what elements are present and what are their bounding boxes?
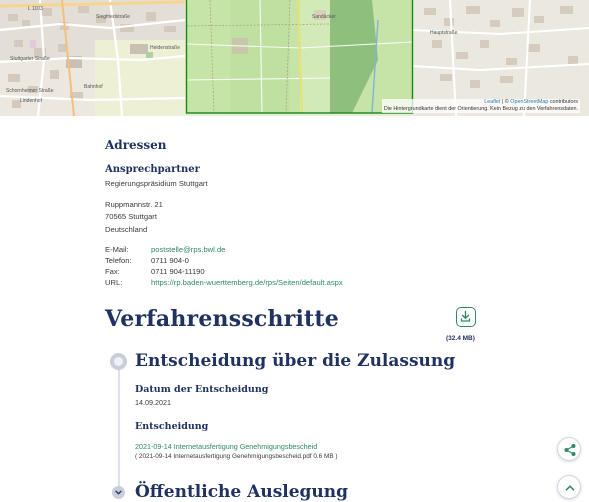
map-label-street: Heidenstraße	[150, 45, 181, 51]
map-label-street: Hauptstraße	[430, 30, 458, 36]
map-label-street: Schornheimer Straße	[6, 88, 54, 94]
background-map[interactable]	[0, 0, 589, 116]
map-disclaimer: Die Hintergrundkarte dient der Orientierung. Kein Bezug zu den Verfahrensdaten.	[383, 106, 578, 112]
map-label-street: Siegfriedstraße	[96, 14, 130, 20]
step-title: Entscheidung über die Zulassung	[135, 351, 456, 371]
decision-doc-heading: Entscheidung	[135, 421, 209, 432]
chevron-up-icon	[563, 481, 577, 495]
download-icon	[457, 308, 474, 325]
contact-heading: Ansprechpartner	[105, 164, 200, 175]
share-icon	[563, 443, 577, 457]
email-link[interactable]: poststelle@rps.bwl.de	[151, 245, 226, 254]
chevron-down-icon	[112, 486, 125, 499]
osm-link[interactable]: OpenStreetMap	[510, 99, 549, 105]
contact-country: Deutschland	[105, 225, 148, 234]
email-label: E-Mail:	[105, 245, 129, 254]
decision-document-link[interactable]: 2021-09-14 Internetausfertigung Genehmigungsbescheid	[135, 442, 318, 451]
decision-document-meta: ( 2021-09-14 Internetausfertigung Genehmigungsbescheid.pdf 0.6 MB )	[135, 453, 338, 460]
phone-value: 0711 904-0	[151, 256, 189, 265]
timeline-marker	[110, 353, 127, 370]
addresses-heading: Adressen	[105, 138, 167, 152]
download-size: (32.4 MB)	[446, 335, 475, 342]
map-label-place: Lindenhof	[20, 98, 42, 104]
share-button[interactable]	[557, 437, 581, 461]
timeline-line	[118, 362, 120, 492]
map-label-street: Stuttgarter Straße	[10, 56, 50, 62]
fax-label: Fax:	[105, 267, 120, 276]
map-attribution: Leaflet | © OpenStreetMap contributors Die Hintergrundkarte dient der Orientierung. Kein Bezug zu den Verfahrensdaten.	[383, 99, 578, 112]
leaflet-link[interactable]: Leaflet	[484, 99, 501, 105]
phone-label: Telefon:	[105, 256, 132, 265]
steps-heading: Verfahrensschritte	[105, 306, 339, 332]
url-label: URL:	[105, 278, 123, 287]
contact-organisation: Regierungspräsidium Stuttgart	[105, 179, 208, 188]
contact-street: Ruppmannstr. 21	[105, 200, 163, 209]
download-all-button[interactable]	[456, 307, 476, 327]
step-title[interactable]: Öffentliche Auslegung	[135, 482, 349, 502]
map-label-road: L 1103	[28, 6, 43, 12]
map-label-station: Bahnhof	[84, 84, 103, 90]
timeline-toggle[interactable]	[112, 486, 125, 499]
map-label-area: Sandäcker	[312, 14, 336, 20]
contact-city: 70565 Stuttgart	[105, 212, 157, 221]
back-to-top-button[interactable]	[557, 475, 581, 499]
url-link[interactable]: https://rp.baden-wuerttemberg.de/rps/Seiten/default.aspx	[151, 278, 343, 287]
fax-value: 0711 904-11190	[151, 267, 205, 276]
decision-date: 14.09.2021	[135, 398, 171, 407]
decision-date-label: Datum der Entscheidung	[135, 384, 269, 395]
